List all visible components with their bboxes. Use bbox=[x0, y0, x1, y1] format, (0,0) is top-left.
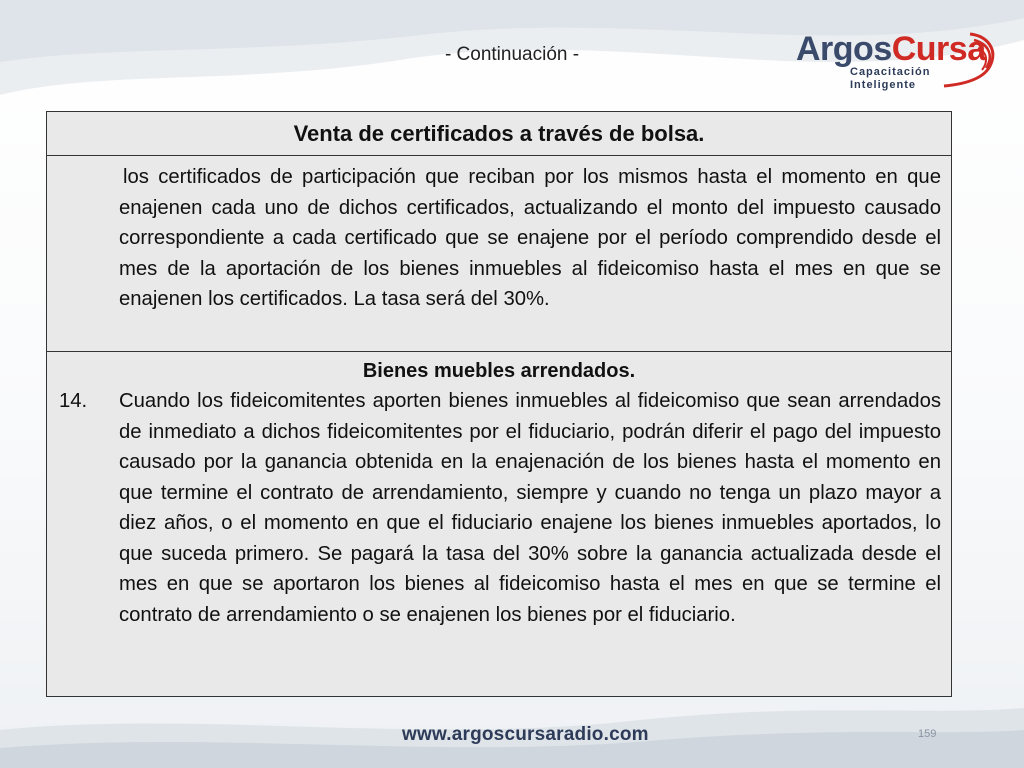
logo-tagline-line-1: Capacitación bbox=[850, 66, 931, 78]
item-number: 14. bbox=[59, 390, 88, 412]
logo-word-cursa: Cursa bbox=[891, 30, 986, 68]
section-heading: Bienes muebles arrendados. bbox=[362, 360, 636, 382]
table-header-row bbox=[47, 112, 951, 156]
logo-tagline bbox=[850, 66, 930, 92]
table-row-paragraph bbox=[47, 156, 951, 352]
footer-url: www.argoscursaradio.com bbox=[402, 724, 649, 745]
content-table bbox=[46, 111, 952, 697]
logo-word-argos: Argos bbox=[796, 30, 892, 68]
logo-wordmark bbox=[796, 30, 986, 68]
paragraph-certificados: los certificados de participación que reciban por los mismos hasta el momento en que enajenen cada uno de dichos certificados, actualizando el monto del impuesto causado correspondiente a cada certificado que se enajene por el período comprendido desde el mes de la aportación de los bienes inmuebles al fideicomiso hasta el mes en que se enajenen los certificados. La tasa será del 30%. bbox=[119, 166, 941, 310]
slide-page-number: 159 bbox=[918, 728, 937, 740]
argoscursa-logo bbox=[794, 26, 1002, 96]
logo-tagline-line-2: Inteligente bbox=[850, 79, 917, 91]
item-text: Cuando los fideicomitentes aporten bienes inmuebles al fideicomiso que sean arrendados de inmediato a dichos fideicomitentes por el fiduciario, podrán diferir el pago del impuesto causado por la ganancia obtenida en la enajenación de los bienes hasta el momento en que termine el contrato de arrendamiento, siempre y cuando no tenga un plazo mayor a diez años, o el momento en que el fiduciario enajene los bienes inmuebles aportados, lo que suceda primero. Se pagará la tasa del 30% sobre la ganancia actualizada desde el mes en que se aportaron los bienes al fideicomiso hasta el mes en que se termine el contrato de arrendamiento o se enajenen los bienes por el fiduciario. bbox=[119, 390, 941, 626]
table-title: Venta de certificados a través de bolsa. bbox=[293, 121, 705, 146]
slide-subtitle: - Continuación - bbox=[444, 44, 580, 65]
table-row-section-14 bbox=[47, 352, 951, 696]
